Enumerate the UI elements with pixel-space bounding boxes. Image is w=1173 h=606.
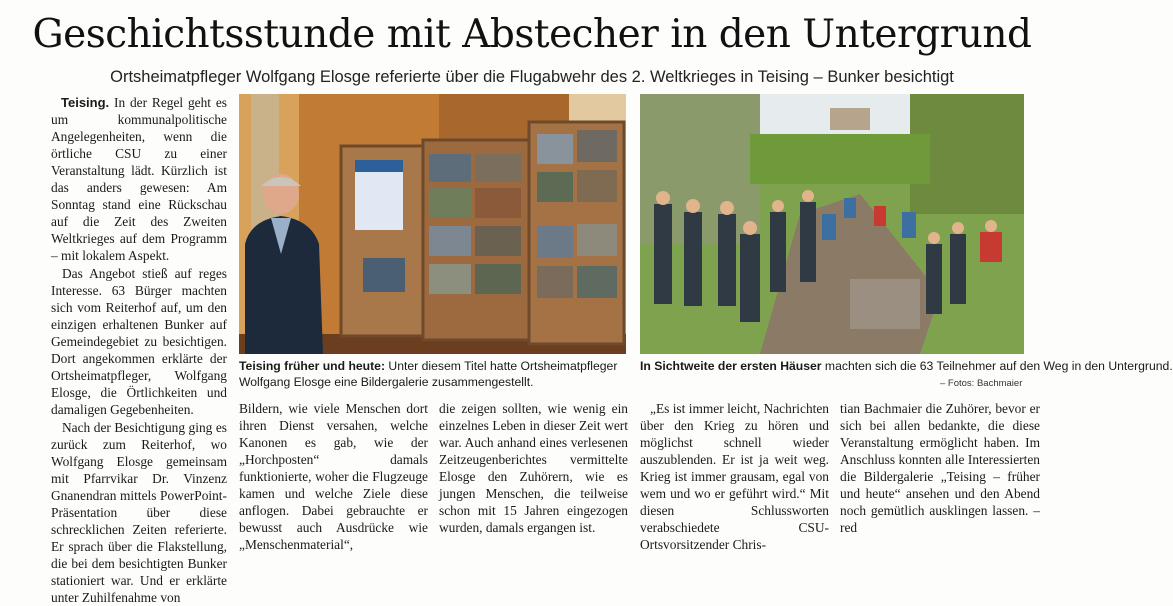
subheadline: Ortsheimatpfleger Wolfgang Elosge referierte über die Flugabwehr des 2. Weltkrieges in Teising – Bunker besichtigt bbox=[110, 68, 954, 86]
photo-bunker-group bbox=[640, 94, 1024, 354]
paragraph: tian Bachmaier die Zuhörer, bevor er sich bei allen bedankte, die diese Veranstaltung ermöglicht haben. Im Anschluss konnten alle Interessierten die Bildergalerie „Teising – früher und heute“ ansehen und den Abend noch gemütlich ausklingen lassen. – red bbox=[840, 401, 1040, 535]
paragraph: Bildern, wie viele Menschen dort ihren Dienst versahen, welche Kanonen es gab, wie der „Horchposten“ damals funktionierte, woher die Flugzeuge kamen und welche Ziele diese anflogen. Dabei gebrauchte er bewusst auch Ausdrücke wie „Menschenmaterial“, bbox=[239, 401, 428, 552]
paragraph: die zeigen sollten, wie wenig ein einzelnes Leben in dieser Zeit wert war. Auch anhand eines verlesenen Zeitzeugenberichtes vermittelte Elosge den Zuhörern, wie es jungen Menschen, die teilweise schon mit 15 Jahren eingezogen wurden, damals ergangen ist. bbox=[439, 401, 628, 535]
paragraph: Das Angebot stieß auf reges Interesse. 63 Bürger machten sich vom Reiterhof auf, um den einzigen erhaltenen Bunker auf Gemeindegebiet zu besichtigen. Dort angekommen erklärte der Ortsheimatpfleger, Wolfgang Elosge, die Örtlichkeiten und damaligen Gegebenheiten. bbox=[51, 266, 227, 417]
photo1-caption-text: Unter diesem Titel hatte Ortsheimatpfleger Wolfgang Elosge eine Bildergalerie zusammengestellt. bbox=[239, 359, 618, 389]
text-column-4 bbox=[640, 400, 829, 552]
text-column-2 bbox=[239, 400, 428, 552]
paragraph: Teising. In der Regel geht es um kommunalpolitische Angelegenheiten, wenn die örtliche CSU zu einer Veranstaltung lädt. Kürzlich ist das anders gewesen: Am Sonntag stand eine Rückschau auf die Zeit des Zweiten Weltkrieges auf dem Programm – mit lokalem Aspekt. bbox=[51, 95, 227, 263]
photo1-caption-bold: Teising früher und heute: bbox=[239, 359, 386, 373]
text-column-5 bbox=[840, 400, 1040, 535]
lead-place: Teising. bbox=[61, 95, 110, 110]
photo2-caption-bold: In Sichtweite der ersten Häuser bbox=[640, 359, 822, 373]
paragraph: Nach der Besichtigung ging es zurück zum Reiterhof, wo Wolfgang Elosge gemeinsam mit Pfarrvikar Dr. Vinzenz Gnanendran mittels PowerPoint-Präsentation über diese schrecklichen Zeiten referierte. Er sprach über die Flakstellung, die bei dem besichtigten Bunker stationiert war. Und er erklärte unter Zuhilfenahme von bbox=[51, 420, 227, 605]
photo-bunker-image bbox=[640, 94, 1024, 354]
photo-gallery-image bbox=[239, 94, 626, 354]
photo-credit: – Fotos: Bachmaier bbox=[940, 378, 1023, 389]
headline: Geschichtsstunde mit Abstecher in den Untergrund bbox=[32, 12, 1032, 57]
paragraph: „Es ist immer leicht, Nachrichten über den Krieg zu hören und möglichst schnell wieder auszublenden. Er ist ja weit weg. Krieg ist immer grausam, egal von wem und wo er geführt wird.“ Mit diesen Schlussworten verabschiedete CSU-Ortsvorsitzender Chris- bbox=[640, 401, 829, 552]
text-column-1 bbox=[51, 94, 227, 605]
photo2-caption-text: machten sich die 63 Teilnehmer auf den Weg in den Untergrund. bbox=[824, 359, 1173, 373]
photo-gallery-presenter bbox=[239, 94, 626, 354]
text-column-3 bbox=[439, 400, 628, 535]
photo1-caption bbox=[239, 358, 627, 392]
author-sign: – red bbox=[840, 503, 1040, 535]
photo2-caption bbox=[640, 358, 1173, 378]
